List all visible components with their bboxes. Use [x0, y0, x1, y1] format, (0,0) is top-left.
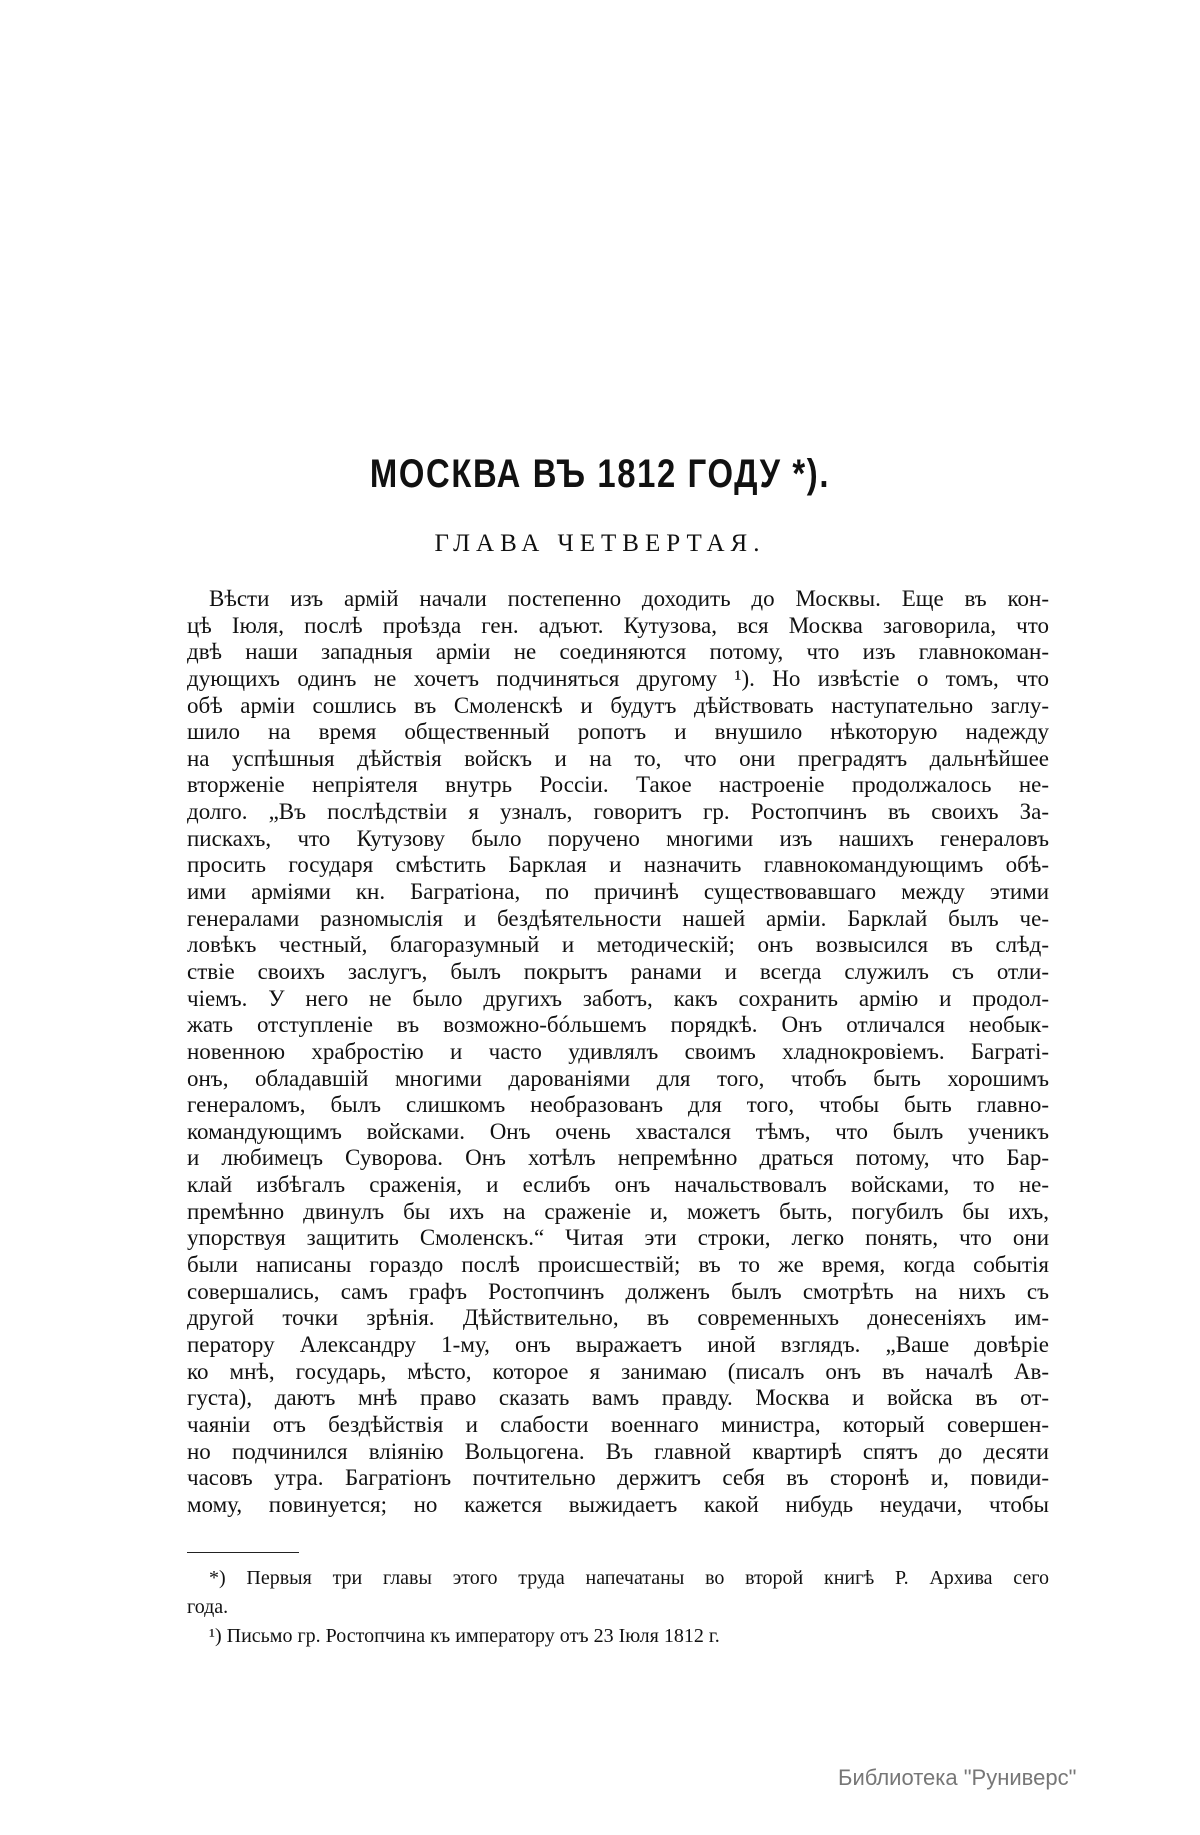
chapter-heading: ГЛАВА ЧЕТВЕРТАЯ.: [434, 530, 766, 557]
body-line: ствіе своихъ заслугъ, былъ покрытъ ранами и всегда служилъ съ отли-: [187, 958, 1049, 984]
body-line: но подчинился вліянію Вольцогена. Въ главной квартирѣ спятъ до десяти: [187, 1438, 1049, 1464]
body-line: ператору Александру 1-му, онъ выражаетъ иной взглядъ. „Ваше довѣріе: [187, 1331, 1049, 1357]
body-line: премѣнно двинулъ бы ихъ на сраженіе и, можетъ быть, погубилъ бы ихъ,: [187, 1198, 1049, 1224]
body-line: были написаны гораздо послѣ происшествій; въ то же время, когда событія: [187, 1252, 1049, 1278]
footnote-divider: [187, 1552, 299, 1553]
body-line: упорствуя защитить Смоленскъ.“ Читая эти строки, легко понять, что они: [187, 1225, 1049, 1251]
body-line: ко мнѣ, государь, мѣсто, которое я занимаю (писалъ онъ въ началѣ Ав-: [187, 1358, 1049, 1384]
body-line: жать отступленіе въ возможно-бóльшемъ порядкѣ. Онъ отличался необык-: [187, 1012, 1049, 1038]
body-line: онъ, обладавшій многими дарованіями для того, чтобъ быть хорошимъ: [187, 1065, 1049, 1091]
body-line: Вѣсти изъ армій начали постепенно доходить до Москвы. Еще въ кон-: [209, 586, 1049, 611]
body-line: клай избѣгалъ сраженія, и еслибъ онъ начальствовалъ войсками, то не-: [187, 1172, 1049, 1198]
footnote-1-continued: года.: [187, 1596, 229, 1618]
body-line: вторженіе непріятеля внутрь Россіи. Такое настроеніе продолжалось не-: [187, 772, 1049, 798]
body-line: долго. „Въ послѣдствіи я узналъ, говоритъ гр. Ростопчинъ въ своихъ За-: [187, 799, 1049, 825]
body-line: генераломъ, былъ слишкомъ необразованъ для того, чтобы быть главно-: [187, 1092, 1049, 1118]
footnote-2: ¹) Письмо гр. Ростопчина къ императору отъ 23 Іюля 1812 г.: [209, 1625, 720, 1647]
body-line: ими арміями кн. Багратіона, по причинѣ существовавшаго между этими: [187, 879, 1049, 905]
article-title: МОСКВА ВЪ 1812 ГОДУ *).: [369, 452, 831, 496]
body-line: двѣ наши западныя арміи не соединяются потому, что изъ главнокоман-: [187, 639, 1049, 665]
body-line: чаяніи отъ бездѣйствія и слабости военнаго министра, который совершен-: [187, 1411, 1049, 1437]
footnote-1: *) Первыя три главы этого труда напечатаны во второй книгѣ Р. Архива сего: [209, 1567, 1049, 1589]
body-line: часовъ утра. Багратіонъ почтительно держитъ себя въ сторонѣ и, повиди-: [187, 1465, 1049, 1491]
body-line: генералами разномыслія и бездѣятельности нашей арміи. Барклай былъ че-: [187, 905, 1049, 931]
body-line: командующимъ войсками. Онъ очень хвастался тѣмъ, что былъ ученикъ: [187, 1118, 1049, 1144]
body-line: новенною храбростію и часто удивлялъ своимъ хладнокровіемъ. Баграті-: [187, 1038, 1049, 1064]
body-line: ловѣкъ честный, благоразумный и методическій; онъ возвысился въ слѣд-: [187, 932, 1049, 958]
body-line: на успѣшныя дѣйствія войскъ и на то, что они преградятъ дальнѣйшее: [187, 745, 1049, 771]
body-line: просить государя смѣстить Барклая и назначить главнокомандующимъ обѣ-: [187, 852, 1049, 878]
library-watermark: Библиотека "Руниверс": [838, 1765, 1077, 1790]
body-line: обѣ арміи сошлись въ Смоленскѣ и будутъ дѣйствовать наступательно заглу-: [187, 692, 1049, 718]
body-line: дующихъ одинъ не хочетъ подчиняться другому ¹). Но извѣстіе о томъ, что: [187, 665, 1049, 691]
body-line: шило на время общественный ропотъ и внушило нѣкоторую надежду: [187, 719, 1049, 745]
body-line: другой точки зрѣнія. Дѣйствительно, въ современныхъ донесеніяхъ им-: [187, 1305, 1049, 1331]
body-line: цѣ Іюля, послѣ проѣзда ген. адъют. Кутузова, вся Москва заговорила, что: [187, 612, 1049, 638]
body-line: и любимецъ Суворова. Онъ хотѣлъ непремѣнно драться потому, что Бар-: [187, 1145, 1049, 1171]
footnotes: [187, 1564, 1049, 1651]
body-line: густа), даютъ мнѣ право сказать вамъ правду. Москва и войска въ от-: [187, 1385, 1049, 1411]
body-line: мому, повинуется; но кажется выжидаетъ какой нибудь неудачи, чтобы: [187, 1491, 1049, 1517]
body-line: пискахъ, что Кутузову было поручено многими изъ нашихъ генераловъ: [187, 825, 1049, 851]
body-text: [187, 586, 1049, 1518]
body-line: совершались, самъ графъ Ростопчинъ долженъ былъ смотрѣть на нихъ съ: [187, 1278, 1049, 1304]
body-line: чіемъ. У него не было другихъ заботъ, какъ сохранить армію и продол-: [187, 985, 1049, 1011]
